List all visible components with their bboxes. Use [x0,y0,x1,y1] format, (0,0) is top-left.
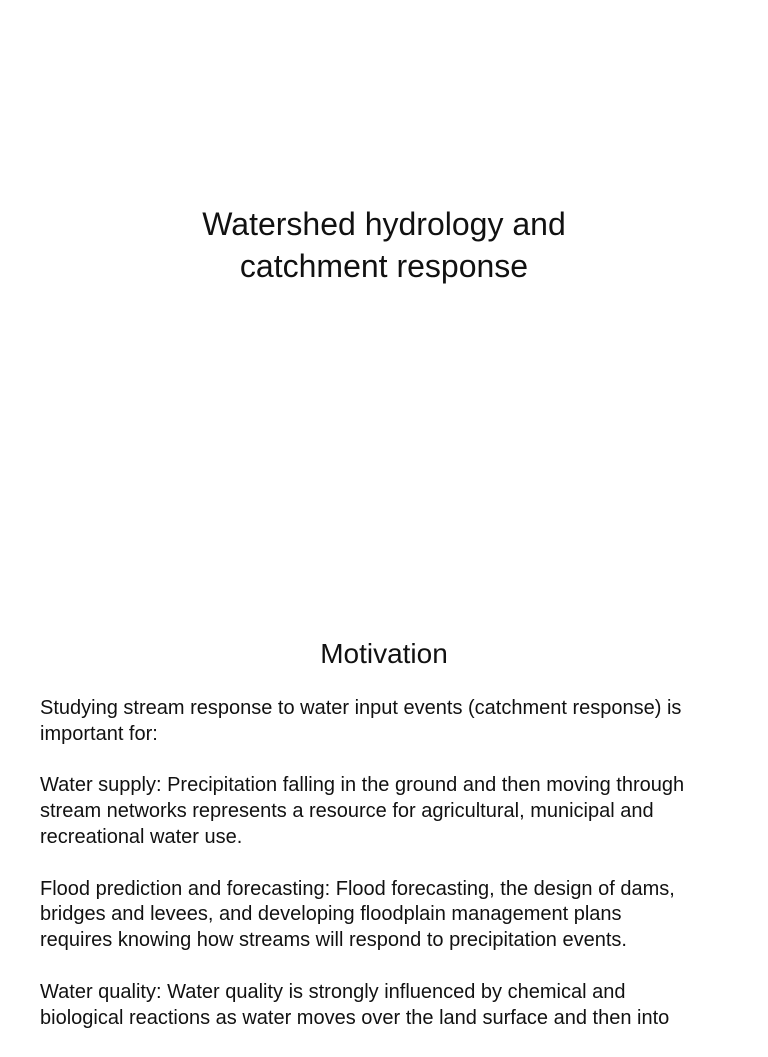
slide-title [0,203,768,287]
slide-heading: Motivation [320,638,448,669]
text-line: stream networks represents a resource for agricultural, municipal and [40,800,654,823]
text-line: Water quality: Water quality is strongly influenced by chemical and [40,980,626,1003]
text-line: recreational water use. [40,825,243,848]
text-line: biological reactions as water moves over the land surface and then into [40,1006,670,1029]
text-line: Water supply: Precipitation falling in the ground and then moving through [40,774,685,797]
text-line: requires knowing how streams will respond to precipitation events. [40,929,627,952]
text-line: bridges and levees, and developing floodplain management plans [40,903,622,926]
text-line: important for: [40,722,158,745]
paragraph-flood-prediction [40,877,740,954]
slide-body [40,696,740,1057]
text-line: Studying stream response to water input events (catchment response) is [40,697,682,719]
title-line: Watershed hydrology and [202,206,566,242]
text-line: Flood prediction and forecasting: Flood forecasting, the design of dams, [40,877,675,900]
paragraph-water-supply [40,773,740,850]
title-line: catchment response [239,248,529,284]
motivation-slide [0,620,768,1029]
paragraph-intro [40,696,740,748]
